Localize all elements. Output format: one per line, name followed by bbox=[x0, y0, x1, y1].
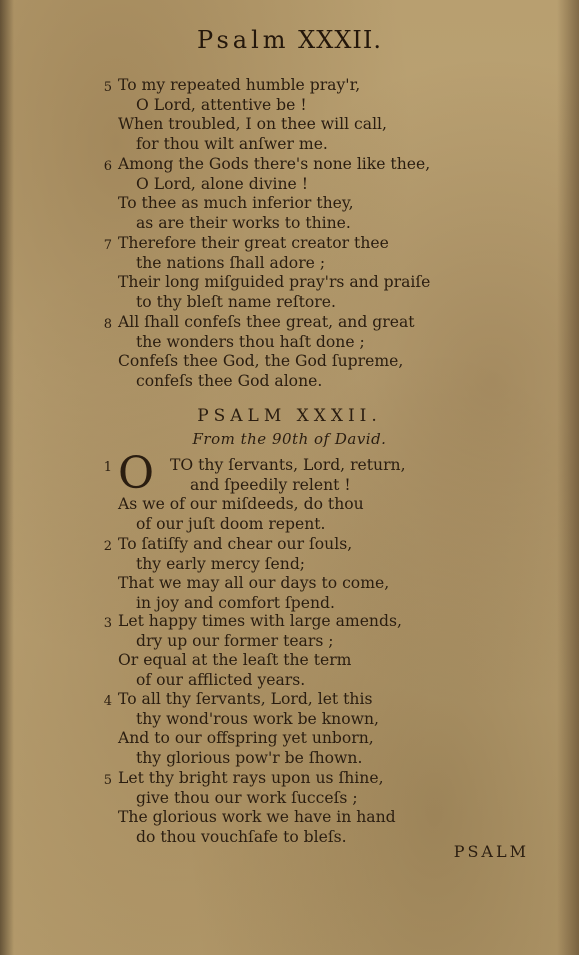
stanza-number: 1 bbox=[103, 460, 112, 475]
verse-line: When troubled, I on thee will call, bbox=[118, 115, 387, 133]
drop-cap: O bbox=[118, 448, 155, 499]
stanza-top-8 bbox=[98, 313, 518, 391]
verse-line: thy glorious pow'r be ſhown. bbox=[136, 748, 363, 767]
verse-line: and ſpeedily relent ! bbox=[190, 475, 351, 494]
verse-line: as are their works to thine. bbox=[136, 213, 351, 232]
verse-line: to thy bleſt name reſtore. bbox=[136, 292, 336, 311]
verse-line: Among the Gods there's none like thee, bbox=[118, 155, 431, 173]
stanza-number: 3 bbox=[103, 616, 112, 631]
stanza-top-7 bbox=[98, 234, 518, 312]
psalm-section-title: PSALM XXXII. bbox=[197, 406, 382, 426]
stanza-number: 8 bbox=[103, 317, 112, 332]
verse-line: To thee as much inferior they, bbox=[118, 194, 354, 212]
verse-line: And to our offspring yet unborn, bbox=[118, 729, 374, 747]
verse-line: The glorious work we have in hand bbox=[118, 808, 396, 826]
stanza-top-6 bbox=[98, 155, 518, 233]
stanza-bottom-3 bbox=[98, 612, 518, 690]
verse-line: thy wond'rous work be known, bbox=[136, 709, 379, 728]
verse-line: do thou vouchſafe to bleſs. bbox=[136, 827, 347, 846]
stanza-number: 4 bbox=[103, 694, 112, 709]
verse-line: Or equal at the leaſt the term bbox=[118, 651, 352, 669]
verse-line: give thou our work ſucceſs ; bbox=[136, 788, 358, 807]
stanza-number: 2 bbox=[103, 539, 112, 554]
verse-line: dry up our former tears ; bbox=[136, 631, 334, 650]
verse-line: To my repeated humble pray'r, bbox=[118, 76, 361, 94]
stanza-number: 7 bbox=[103, 238, 112, 253]
verse-line: Let happy times with large amends, bbox=[118, 612, 402, 630]
stanza-number: 5 bbox=[103, 80, 112, 95]
verse-line: Confeſs thee God, the God ſupreme, bbox=[118, 352, 404, 370]
verse-line: confeſs thee God alone. bbox=[136, 371, 323, 390]
verse-line: O Lord, alone divine ! bbox=[136, 174, 308, 193]
psalm-section-source: From the 90th of David. bbox=[192, 430, 387, 448]
stanza-bottom-5 bbox=[98, 769, 518, 847]
stanza-number: 5 bbox=[103, 773, 112, 788]
verse-line: TO thy ſervants, Lord, return, bbox=[170, 456, 406, 474]
verse-line: of our afflicted years. bbox=[136, 670, 306, 689]
page-edge-shadow-left bbox=[0, 0, 14, 955]
header-psalm-word: Psalm bbox=[196, 26, 290, 54]
running-header bbox=[0, 26, 579, 54]
stanza-bottom-4 bbox=[98, 690, 518, 768]
stanza-bottom-2 bbox=[98, 535, 518, 613]
verse-line: Let thy bright rays upon us ſhine, bbox=[118, 769, 384, 787]
verse-line: the wonders thou haſt done ; bbox=[136, 332, 365, 351]
stanza-top-5 bbox=[98, 76, 518, 154]
verse-line: in joy and comfort ſpend. bbox=[136, 593, 335, 612]
catchword: PSALM bbox=[453, 842, 529, 861]
verse-line: thy early mercy ſend; bbox=[136, 554, 306, 573]
verse-line: Their long miſguided pray'rs and praiſe bbox=[118, 273, 431, 291]
verse-line: To all thy ſervants, Lord, let this bbox=[118, 690, 373, 708]
verse-line: That we may all our days to come, bbox=[118, 574, 390, 592]
stanza-number: 6 bbox=[103, 159, 112, 174]
verse-line: the nations ſhall adore ; bbox=[136, 253, 326, 272]
verse-line: Therefore their great creator thee bbox=[118, 234, 389, 252]
verse-line: As we of our miſdeeds, do thou bbox=[118, 495, 364, 513]
verse-line: of our juſt doom repent. bbox=[136, 514, 326, 533]
verse-line: To ſatiſfy and chear our ſouls, bbox=[118, 535, 353, 553]
verse-line: for thou wilt anſwer me. bbox=[136, 134, 328, 153]
verse-line: All ſhall confeſs thee great, and great bbox=[118, 313, 415, 331]
page-edge-shadow-right bbox=[557, 0, 579, 955]
header-psalm-number: XXXII. bbox=[298, 26, 383, 54]
stanza-bottom-1 bbox=[98, 456, 518, 534]
verse-line: O Lord, attentive be ! bbox=[136, 95, 307, 114]
